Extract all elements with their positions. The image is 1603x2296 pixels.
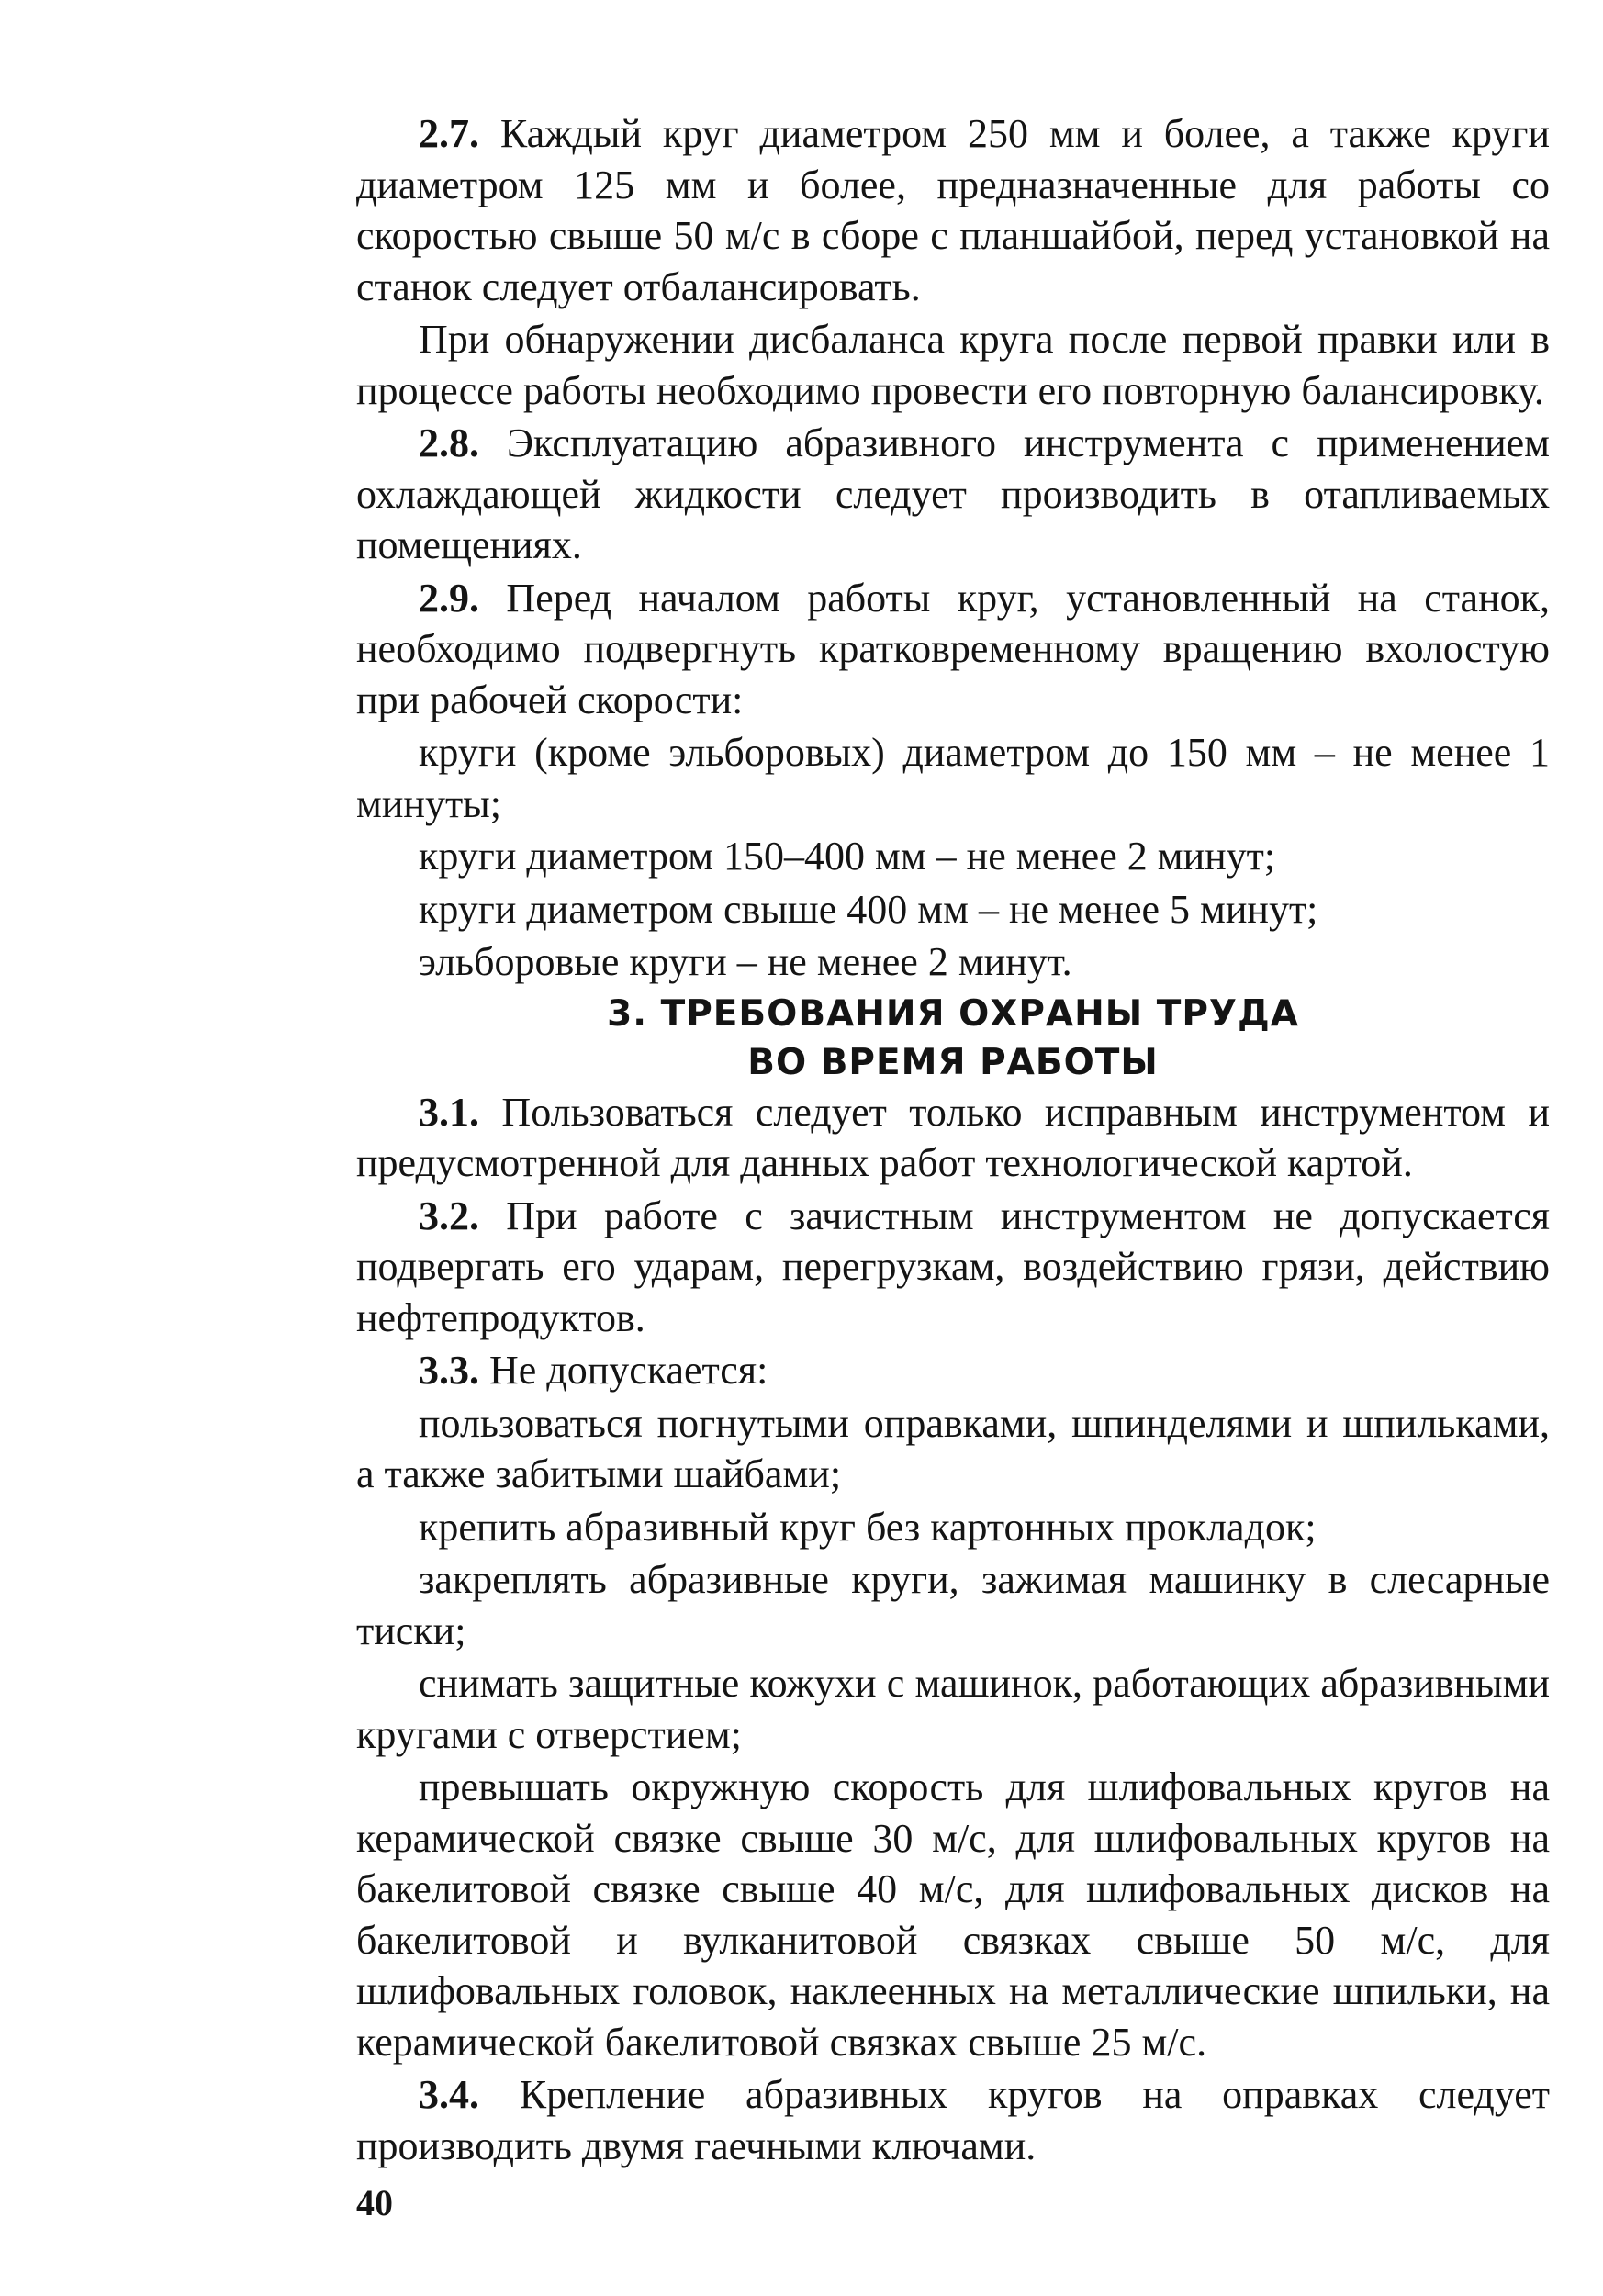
paragraph-text: Перед началом работы круг, установленный на станок, необходимо подвергнуть кратковременному вращению вхолостую при рабочей скорости: xyxy=(356,575,1550,722)
list-item: эльборовые круги – не менее 2 минут. xyxy=(419,939,1072,984)
paragraph-3-2 xyxy=(356,1191,1550,1344)
page-number: 40 xyxy=(356,2182,393,2223)
paragraph-text: Крепление абразивных кругов на оправках следует производить двумя гаечными ключами. xyxy=(356,2072,1550,2168)
paragraph-number: 2.7. xyxy=(419,111,479,156)
paragraph-2-7-continued: При обнаружении дисбаланса круга после первой правки или в процессе работы необходимо провести его повторную балансировку. xyxy=(356,317,1550,413)
paragraph-number: 2.9. xyxy=(419,575,479,621)
section-heading xyxy=(356,990,1550,1087)
paragraph-3-4 xyxy=(356,2069,1550,2171)
section-heading-line: ВО ВРЕМЯ РАБОТЫ xyxy=(747,1041,1159,1083)
paragraph-text: Эксплуатацию абразивного инструмента с применением охлаждающей жидкости следует производить в отапливаемых помещениях. xyxy=(356,420,1550,567)
paragraph-number: 2.8. xyxy=(419,420,479,465)
paragraph-2-7 xyxy=(356,108,1550,312)
paragraph-number: 3.1. xyxy=(419,1089,479,1135)
list-item: круги диаметром свыше 400 мм – не менее 5 минут; xyxy=(419,886,1318,932)
paragraph-number: 3.4. xyxy=(419,2072,479,2117)
list-item: закреплять абразивные круги, зажимая машинку в слесарные тиски; xyxy=(356,1557,1550,1653)
paragraph-3-3 xyxy=(356,1345,1550,1396)
document-body xyxy=(356,108,1550,2173)
paragraph-text: Пользоваться следует только исправным инструментом и предусмотренной для данных работ технологической картой. xyxy=(356,1089,1550,1185)
paragraph-number: 3.3. xyxy=(419,1348,479,1393)
list-item: снимать защитные кожухи с машинок, работающих абразивными кругами с отверстием; xyxy=(356,1661,1550,1757)
paragraph-3-1 xyxy=(356,1087,1550,1189)
paragraph-number: 3.2. xyxy=(419,1193,479,1238)
section-heading-line: 3. ТРЕБОВАНИЯ ОХРАНЫ ТРУДА xyxy=(607,992,1299,1035)
list-item: круги (кроме эльборовых) диаметром до 150 мм – не менее 1 минуты; xyxy=(356,730,1550,826)
list-item: круги диаметром 150–400 мм – не менее 2 минут; xyxy=(419,834,1276,879)
paragraph-text: При работе с зачистным инструментом не допускается подвергать его ударам, перегрузкам, воздействию грязи, действию нефтепродуктов. xyxy=(356,1193,1550,1340)
list-item: крепить абразивный круг без картонных прокладок; xyxy=(419,1504,1317,1550)
list-item: превышать окружную скорость для шлифовальных кругов на керамической связке свыше 30 м/с, для шлифовальных кругов на бакелитовой связке свыше 40 м/с, для шлифовальных дисков на бакелитовой и вулканитовой связках свыше 50 м/с, для шлифовальных головок, наклеенных на металлические шпильки, на керамической бакелитовой связках свыше 25 м/с. xyxy=(356,1764,1550,2065)
list-item: пользоваться погнутыми оправками, шпинделями и шпильками, а также забитыми шайбами; xyxy=(356,1400,1550,1496)
paragraph-text: Каждый круг диаметром 250 мм и более, а также круги диаметром 125 мм и более, предназначенные для работы со скоростью свыше 50 м/с в сборе с планшайбой, перед установкой на станок следует отбалансировать. xyxy=(356,111,1550,309)
paragraph-text: Не допускается: xyxy=(479,1348,768,1393)
paragraph-2-9 xyxy=(356,573,1550,726)
paragraph-2-8 xyxy=(356,418,1550,571)
